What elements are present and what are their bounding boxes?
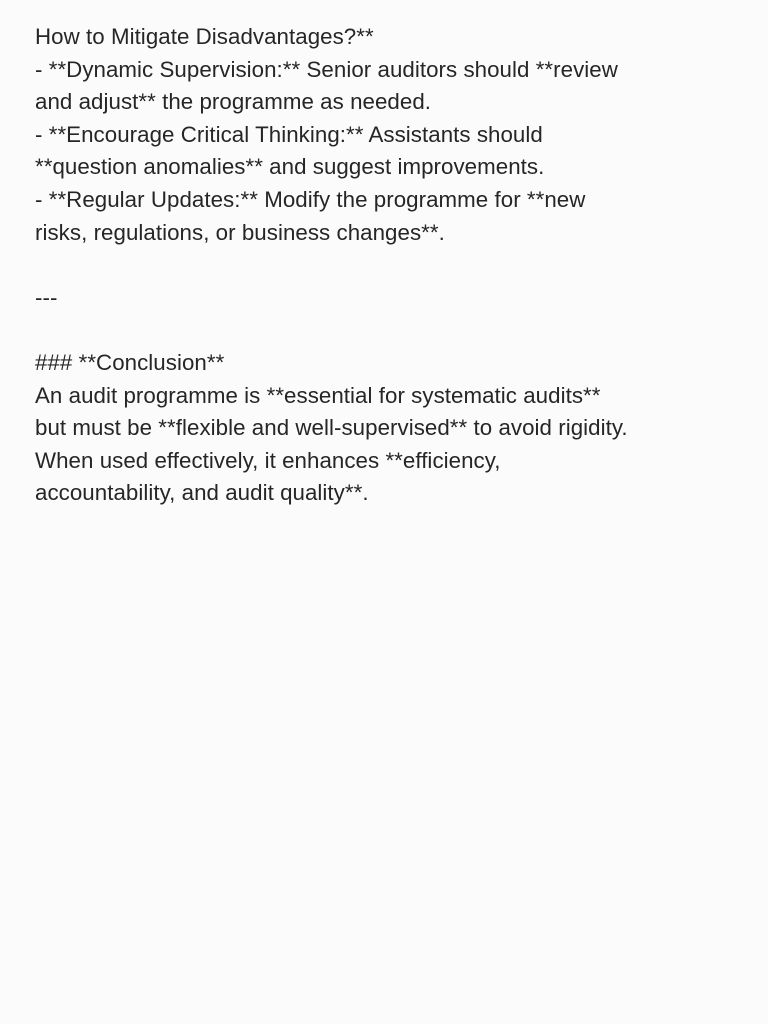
conclusion-line-3: When used effectively, it enhances **efficiency, <box>35 447 501 473</box>
bullet-regular-updates: - **Regular Updates:** Modify the programme for **new <box>35 186 586 212</box>
heading-conclusion: ### **Conclusion** <box>35 349 225 375</box>
conclusion-line-1: An audit programme is **essential for systematic audits** <box>35 382 601 408</box>
bullet-dynamic-supervision: - **Dynamic Supervision:** Senior auditors should **review <box>35 56 618 82</box>
blank-line <box>35 249 748 282</box>
heading-mitigate-disadvantages: How to Mitigate Disadvantages?** <box>35 24 374 49</box>
conclusion-line-2: but must be **flexible and well-supervised** to avoid rigidity. <box>35 415 628 441</box>
bullet-critical-thinking-continued: **question anomalies** and suggest improvements. <box>35 154 545 180</box>
conclusion-line-4: accountability, and audit quality**. <box>35 480 369 506</box>
section-separator: --- <box>35 284 58 310</box>
blank-line <box>35 314 748 347</box>
bullet-dynamic-supervision-continued: and adjust** the programme as needed. <box>35 89 432 115</box>
bullet-critical-thinking: - **Encourage Critical Thinking:** Assistants should <box>35 121 543 147</box>
bullet-regular-updates-continued: risks, regulations, or business changes**. <box>35 219 445 245</box>
